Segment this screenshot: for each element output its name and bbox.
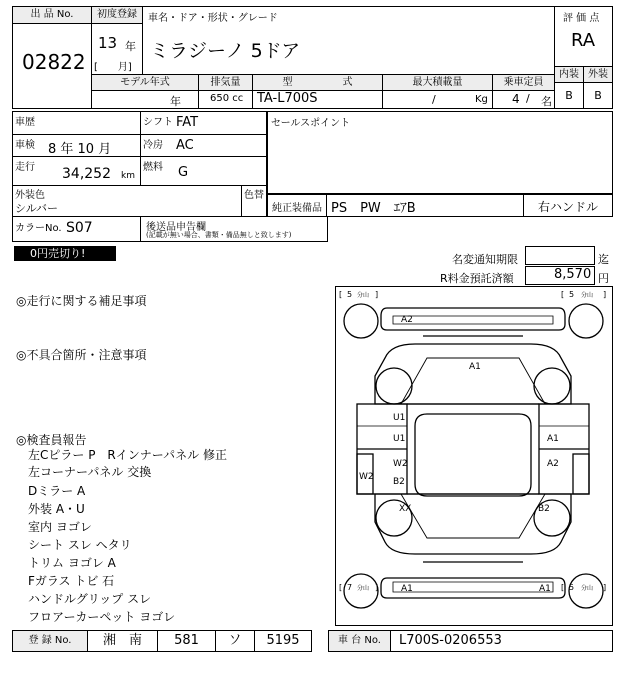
inspector-report-title: ◎検査員報告 [16, 433, 87, 447]
type-label: 型 式 [252, 74, 383, 91]
roof [415, 414, 531, 496]
steering-value: 右ハンドル [538, 200, 599, 214]
tire-front-left-tread: 5 [347, 290, 353, 299]
tire-front-left-bracket: [ [339, 290, 343, 299]
diagram-frame [336, 287, 613, 626]
tire-rear-left-bracket: ] [375, 583, 379, 592]
inspector-line: 左コーナーパネル 交換 [28, 465, 152, 479]
first-registration-year: 13 [98, 34, 118, 52]
tire-front-right-tread: 5 [569, 290, 575, 299]
mark-right-quarter: B2 [538, 504, 550, 514]
recycle-fee-unit: 円 [598, 272, 609, 285]
column-divider [140, 111, 141, 186]
tire-front-right-unit: 分山 [581, 292, 594, 299]
inspector-line: ハンドルグリップ スレ [28, 592, 152, 606]
color-number-value: S07 [66, 220, 93, 236]
recycle-fee-label: R料金預託済額 [440, 272, 514, 285]
wheel-mid-left [376, 368, 412, 404]
mark-left-door-b2: B2 [393, 477, 405, 487]
exterior-grade: B [583, 82, 613, 109]
fuel-value: G [178, 165, 189, 180]
tire-rear-right-tread: 5 [569, 583, 575, 592]
month-bracket: [ 月] [94, 62, 132, 73]
column-divider [523, 194, 524, 217]
mark-left-front-door: U1 [393, 413, 406, 423]
inspector-line: Fガラス トビ 石 [28, 574, 115, 588]
year-unit: 年 [125, 40, 136, 53]
displacement-label: 排気量 [198, 74, 253, 91]
registration-area: 湘 南 [87, 630, 158, 652]
inspector-line: 室内 ヨゴレ [28, 520, 92, 534]
equipment-label: 純正装備品 [272, 203, 322, 214]
wheel-front-right [569, 304, 603, 338]
model-year-value-box [91, 90, 199, 109]
lot-number: 02822 [22, 50, 86, 74]
tire-rear-left-unit: 分山 [357, 585, 370, 592]
car-name: ミラジーノ 5ドア [150, 40, 301, 62]
tire-front-right-bracket: ] [603, 290, 607, 299]
tire-rear-right-bracket: ] [603, 583, 607, 592]
mark-rear-bumper-left: A1 [401, 584, 413, 594]
right-sill [573, 454, 589, 494]
fuel-label: 燃料 [143, 162, 163, 173]
displacement-value: 650 cc [210, 93, 244, 104]
name-change-deadline-unit: 迄 [598, 253, 609, 266]
model-year-label: モデル年式 [91, 74, 199, 91]
recycle-fee-value: 8,570 [554, 267, 592, 282]
tire-front-left-unit: 分山 [357, 292, 370, 299]
column-divider [326, 194, 327, 217]
lot-number-label: 出 品 No. [12, 6, 92, 24]
mark-right-rear-door: A2 [547, 459, 559, 469]
running-remarks-title: ◎走行に関する補足事項 [16, 294, 147, 308]
inspector-line: Dミラー A [28, 484, 86, 498]
car-name-label: 車名・ドア・形状・グレード [148, 13, 278, 24]
registration-class: 581 [157, 630, 216, 652]
tire-front-left-bracket: ] [375, 290, 379, 299]
tire-front-right-bracket: [ [561, 290, 565, 299]
type-value: TA-L700S [257, 91, 318, 106]
exterior-color-label: 外装色 [15, 190, 45, 201]
rating-label: 評 価 点 [563, 13, 600, 24]
inspector-line: シート スレ ヘタリ [28, 538, 132, 552]
capacity-separator: / [526, 92, 530, 105]
name-change-deadline-label: 名変通知期限 [452, 253, 518, 266]
history-label: 車歴 [15, 117, 35, 128]
registration-number-label: 登 録 No. [12, 630, 88, 652]
wheel-mid-right [534, 368, 570, 404]
color-change-label: 色替 [244, 190, 264, 201]
interior-grade-label: 内装 [554, 66, 584, 83]
registration-number: 5195 [254, 630, 312, 652]
inspector-line: 左Cピラー P Rインナーパネル 修正 [28, 448, 227, 462]
mark-right-front-door: A1 [547, 434, 559, 444]
first-registration-label: 初度登録 [91, 6, 143, 24]
inspection-label: 車検 [15, 140, 35, 151]
exterior-color-value: シルバー [15, 202, 58, 215]
mark-left-quarter: XX [399, 504, 412, 514]
hood [375, 344, 571, 404]
tire-rear-right-bracket: [ [561, 583, 565, 592]
color-number-label: カラーNo. [15, 223, 62, 234]
defects-title: ◎不具合箇所・注意事項 [16, 348, 147, 362]
max-load-value: / [432, 93, 436, 106]
equipment-value: PS PW ｴｱB [331, 201, 416, 216]
mileage-unit: km [121, 171, 135, 181]
shift-value: FAT [176, 115, 199, 130]
column-divider [241, 185, 242, 217]
inspection-value: 8 年 10 月 [48, 142, 112, 157]
capacity-unit: 名 [541, 95, 552, 108]
model-year-unit: 年 [170, 95, 181, 108]
tire-rear-left-tread: 7 [347, 583, 353, 592]
mileage-label: 走行 [15, 162, 35, 173]
mark-left-door-lower: W2 [393, 459, 408, 469]
rating-value: RA [571, 30, 596, 51]
mark-hood: A1 [469, 362, 481, 372]
ac-value: AC [176, 138, 194, 153]
sales-points-label: セールスポイント [271, 118, 351, 129]
max-load-label: 最大積載量 [382, 74, 493, 91]
interior-grade: B [554, 82, 584, 109]
car-condition-diagram [335, 286, 613, 626]
inspector-line: 外装 A・U [28, 502, 85, 516]
zero-yen-sale-badge: 0円売切り! [14, 246, 116, 261]
mark-left-rear-door: U1 [393, 434, 406, 444]
tire-rear-right-unit: 分山 [581, 585, 594, 592]
chassis-number: L700S-0206553 [390, 630, 613, 652]
exterior-grade-label: 外装 [583, 66, 613, 83]
capacity-value: 4 [512, 92, 520, 106]
inspector-line: フロアーカーペット ヨゴレ [28, 610, 176, 624]
aftermarket-note: (記載が無い場合、書類・備品無しと致します) [146, 231, 292, 239]
ac-label: 冷房 [143, 140, 163, 151]
wheel-front-left [344, 304, 378, 338]
max-load-unit: Kg [475, 94, 488, 105]
name-change-deadline-box [525, 246, 595, 265]
mark-front-bumper: A2 [401, 315, 413, 325]
registration-kana: ソ [215, 630, 255, 652]
mark-left-sill: W2 [359, 472, 374, 482]
mark-rear-bumper-right: A1 [539, 584, 551, 594]
tire-rear-left-bracket: [ [339, 583, 343, 592]
chassis-number-label: 車 台 No. [328, 630, 391, 652]
aftermarket-label: 後送品申告欄 [146, 222, 206, 233]
inspector-line: トリム ヨゴレ A [28, 556, 116, 570]
mileage-value: 34,252 [62, 166, 111, 182]
shift-label: シフト [143, 117, 173, 128]
capacity-label: 乗車定員 [492, 74, 555, 91]
